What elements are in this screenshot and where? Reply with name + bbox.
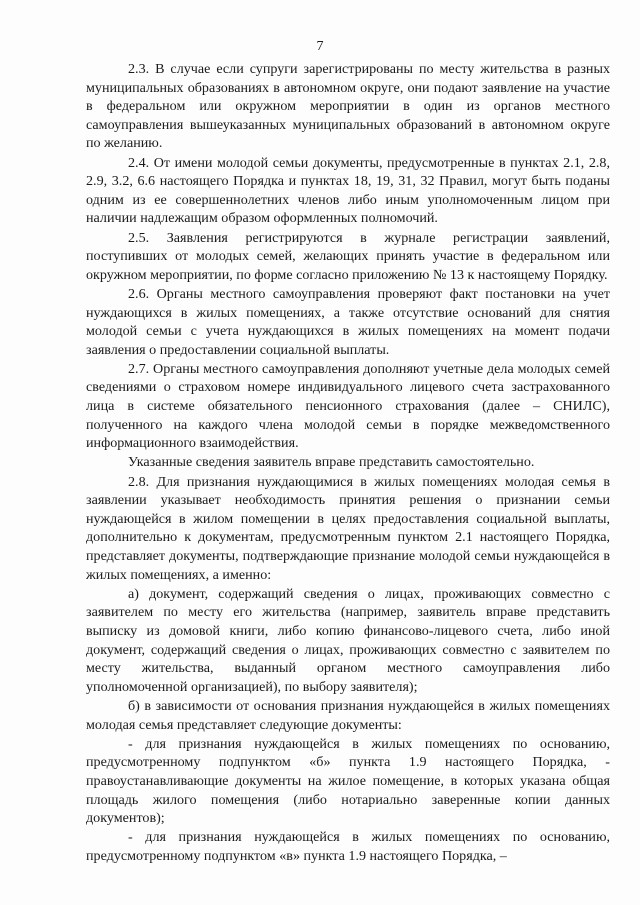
paragraph-2-4: 2.4. От имени молодой семьи документы, предусмотренные в пунктах 2.1, 2.8, 2.9, 3.2, 6.6 настоящего Порядка и пунктах 18, 19, 31, 32 Правил, могут быть поданы одним из ее совершеннолетних членов либо иным уполномоченным лицом при наличии надлежащим образом оформленных полномочий. [86, 154, 610, 227]
paragraph-2-5: 2.5. Заявления регистрируются в журнале регистрации заявлений, поступивших от молодых семей, желающих принять участие в федеральном или окружном мероприятии, по форме согласно приложению № 13 к настоящему Порядку. [86, 229, 610, 283]
document-body [86, 60, 610, 865]
paragraph-item-a: а) документ, содержащий сведения о лицах, проживающих совместно с заявителем по месту его жительства (например, заявитель вправе представить выписку из домовой книги, либо копию финансово-лицевого счета, либо иной документ, содержащий сведения о лицах, проживающих совместно с заявителем по месту жительства, выданный органом местного самоуправления либо уполномоченной организацией), по выбору заявителя); [86, 585, 610, 695]
paragraph-snils-note: Указанные сведения заявитель вправе представить самостоятельно. [128, 454, 535, 471]
paragraph-dash-1: - для признания нуждающейся в жилых помещениях по основанию, предусмотренному подпунктом «б» пункта 1.9 настоящего Порядка, - правоустанавливающие документы на жилое помещение, в которых указана общая площадь жилого помещения (либо нотариально заверенные копии данных документов); [86, 735, 610, 827]
paragraph-item-b: б) в зависимости от основания признания нуждающейся в жилых помещениях молодая семья представляет следующие документы: [86, 697, 610, 733]
paragraph-2-6: 2.6. Органы местного самоуправления проверяют факт постановки на учет нуждающихся в жилых помещениях, а также отсутствие оснований для снятия молодой семьи с учета нуждающихся в жилых помещениях на момент подачи заявления о предоставлении социальной выплаты. [86, 285, 610, 358]
paragraph-2-3: 2.3. В случае если супруги зарегистрированы по месту жительства в разных муниципальных образованиях в автономном округе, они подают заявление на участие в федеральном или окружном мероприятии в один из органов местного самоуправления вышеуказанных муниципальных образований в автономном округе по желанию. [86, 61, 610, 152]
paragraph-dash-2: - для признания нуждающейся в жилых помещениях по основанию, предусмотренному подпунктом «в» пункта 1.9 настоящего Порядка, – [86, 829, 610, 864]
paragraph-2-8: 2.8. Для признания нуждающимися в жилых помещениях молодая семья в заявлении указывает необходимость принятия решения о признании семьи нуждающейся в жилом помещении в целях предоставления социальной выплаты, дополнительно к документам, предусмотренным пунктом 2.1 настоящего Порядка, представляет документы, подтверждающие признание молодой семьи нуждающейся в жилых помещениях, а именно: [86, 473, 610, 583]
paragraph-2-7: 2.7. Органы местного самоуправления дополняют учетные дела молодых семей сведениями о страховом номере индивидуального лицевого счета застрахованного лица в системе обязательного пенсионного страхования (далее – СНИЛС), полученного на каждого члена молодой семьи в порядке межведомственного информационного взаимодействия. [86, 360, 610, 452]
page-number: 7 [316, 39, 324, 54]
